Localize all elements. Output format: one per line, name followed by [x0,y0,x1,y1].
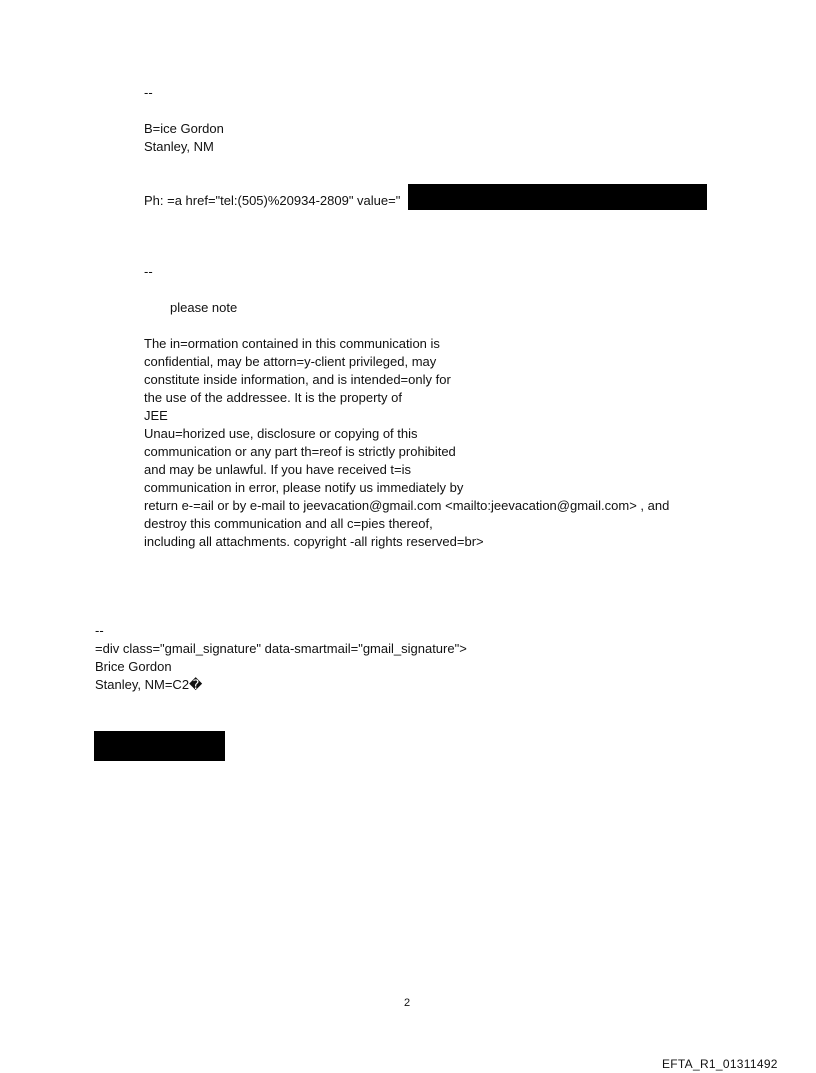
disclaimer-line: the use of the addressee. It is the property of [144,390,402,405]
document-id: EFTA_R1_01311492 [662,1057,778,1071]
page-number: 2 [404,997,411,1009]
disclaimer-line: JEE [144,408,168,423]
disclaimer-line: communication or any part th=reof is strictly prohibited [144,444,456,459]
disclaimer-line: Unau=horized use, disclosure or copying of this [144,426,418,441]
signature-location: Stanley, NM [144,139,214,154]
disclaimer-line: The in=ormation contained in this communication is [144,336,440,351]
disclaimer-line: return e-=ail or by e-mail to jeevacation@gmail.com <mailto:jeevacation@gmail.com> , and [144,498,670,513]
disclaimer-line: and may be unlawful. If you have received t=is [144,462,412,477]
signature-separator: -- [95,623,104,638]
note-heading: please note [170,300,238,315]
section-separator: -- [144,264,153,279]
signature-name: Brice Gordon [95,659,172,674]
disclaimer-line: communication in error, please notify us immediately by [144,480,464,495]
redaction-box [408,184,707,210]
phone-line: Ph: =a href="tel:(505)%20934-2809" value=" [144,193,401,208]
disclaimer-line: including all attachments. copyright -all rights reserved=br> [144,534,484,549]
disclaimer-line: constitute inside information, and is intended=only for [144,372,451,387]
redaction-box [94,731,225,761]
signature-location: Stanley, NM=C2� [95,677,203,692]
signature-name: B=ice Gordon [144,121,224,136]
signature-separator: -- [144,85,153,100]
signature-div-markup: =div class="gmail_signature" data-smartmail="gmail_signature"> [95,641,467,656]
disclaimer-line: destroy this communication and all c=pies thereof, [144,516,433,531]
disclaimer-line: confidential, may be attorn=y-client privileged, may [144,354,437,369]
